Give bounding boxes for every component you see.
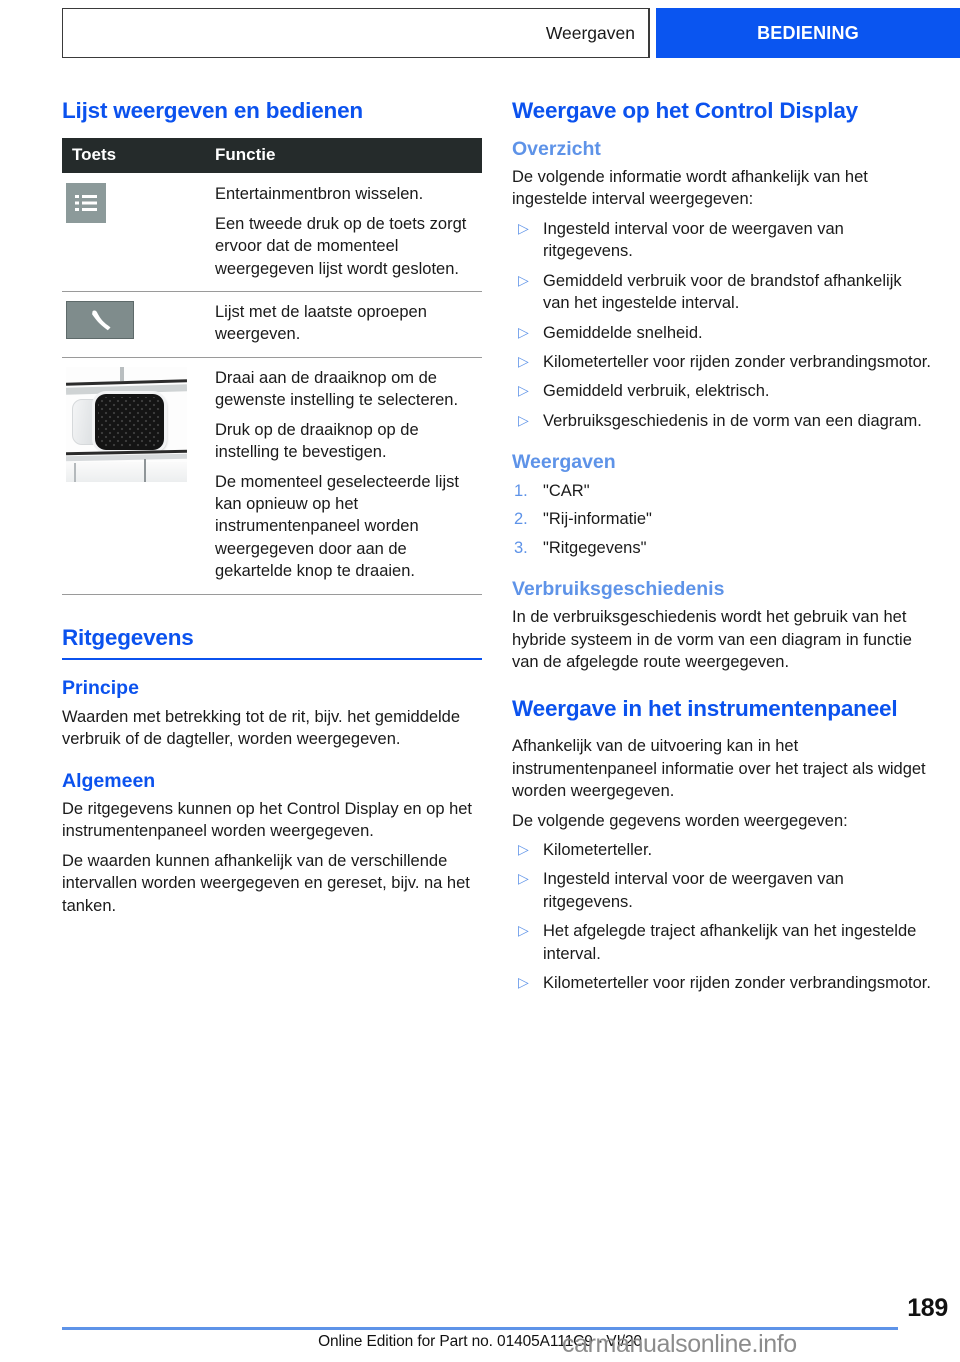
overzicht-bullet-list [512, 218, 932, 433]
list-item [512, 868, 932, 913]
table-row [62, 357, 482, 594]
list-item [512, 508, 932, 530]
list-item [512, 410, 932, 432]
triangle-bullet-icon: ▷ [518, 219, 529, 236]
list-item [512, 480, 932, 502]
section-heading-ritgegevens: Ritgegevens [62, 625, 482, 661]
table-cell-function [208, 357, 482, 594]
table-header-row [62, 138, 482, 174]
triangle-bullet-icon: ▷ [518, 271, 529, 288]
list-item [512, 322, 932, 344]
list-item-label: "Rij-informatie" [543, 510, 652, 529]
subheading-verbruiksgeschiedenis: Verbruiksgeschiedenis [512, 578, 725, 601]
rotary-knob-photo [66, 367, 187, 482]
list-item-label: "CAR" [543, 481, 590, 500]
list-item-label: Gemiddelde snelheid. [543, 323, 703, 342]
header-chapter-tab [656, 8, 960, 58]
list-item [512, 839, 932, 861]
triangle-bullet-icon: ▷ [518, 323, 529, 340]
list-item-label: Kilometerteller voor rijden zonder verbrandingsmotor. [543, 353, 931, 371]
triangle-bullet-icon: ▷ [518, 870, 529, 887]
table-cell-icon [62, 357, 208, 594]
table-cell-paragraph: Entertainmentbron wisselen. [215, 185, 424, 204]
list-item-label: Kilometerteller voor rijden zonder verbrandingsmotor. [543, 974, 931, 993]
left-column [62, 98, 482, 924]
table-cell-function [208, 173, 482, 291]
page-header [62, 8, 960, 58]
paragraph-principe: Waarden met betrekking tot de rit, bijv. het gemiddelde verbruik of de dagteller, worden weergegeven. [62, 707, 461, 749]
header-section-label: Weergaven [545, 22, 635, 43]
table-header-functie: Functie [208, 138, 482, 174]
list-item-label: Gemiddeld verbruik voor de brandstof afhankelijk van het ingestelde interval. [543, 271, 902, 313]
paragraph-verbruiksgeschiedenis: In de verbruiksgeschiedenis wordt het gebruik van het hybride systeem in de vorm van een diagram in functie van de afgelegde route weergegeven. [512, 608, 912, 672]
list-item-label: Verbruiksgeschiedenis in de vorm van een diagram. [543, 411, 922, 430]
list-button-icon [66, 183, 106, 223]
instrumentenpaneel-bullet-list [512, 839, 932, 995]
page-title: Lijst weergeven en bedienen [62, 98, 363, 123]
list-item-label: Ingesteld interval voor de weergaven van ritgegevens. [543, 870, 844, 911]
list-item [512, 270, 932, 315]
key-function-table [62, 138, 482, 595]
list-item-label: Het afgelegde traject afhankelijk van het ingestelde interval. [543, 922, 917, 963]
list-item [512, 351, 932, 373]
paragraph-overzicht-intro: De volgende informatie wordt afhankelijk van het ingestelde interval weergegeven: [512, 167, 868, 209]
step-number: 3. [514, 538, 528, 557]
triangle-bullet-icon: ▷ [518, 974, 529, 991]
list-item [512, 380, 932, 402]
right-column [512, 98, 932, 1002]
table-row [62, 291, 482, 357]
table-cell-paragraph: Lijst met de laatste oproepen weergeven. [215, 302, 427, 344]
paragraph-algemeen-2: De waarden kunnen afhankelijk van de verschillende intervallen worden weergegeven en gereset, bijv. na het tanken. [62, 851, 470, 915]
table-cell-paragraph: Draai aan de draaiknop om de gewenste instelling te selecteren. [215, 368, 459, 410]
table-cell-icon [62, 173, 208, 291]
triangle-bullet-icon: ▷ [518, 841, 529, 858]
paragraph-algemeen-1: De ritgegevens kunnen op het Control Display en op het instrumentenpaneel worden weergegeven. [62, 800, 473, 841]
watermark-text: carmanualsonline.info [562, 1330, 797, 1358]
list-item [512, 537, 932, 559]
subheading-principe: Principe [62, 677, 139, 700]
paragraph-instrumentenpaneel-1: Afhankelijk van de uitvoering kan in het instrumentenpaneel informatie over het traject als widget worden weergegeven. [512, 737, 926, 801]
section-heading-control-display: Weergave op het Control Display [512, 98, 858, 123]
triangle-bullet-icon: ▷ [518, 382, 529, 399]
triangle-bullet-icon: ▷ [518, 353, 529, 369]
table-cell-function [208, 291, 482, 357]
section-heading-instrumentenpaneel: Weergave in het instrumentenpaneel [512, 695, 898, 721]
subheading-overzicht: Overzicht [512, 137, 601, 160]
list-item-label: Gemiddeld verbruik, elektrisch. [543, 382, 770, 401]
subheading-algemeen: Algemeen [62, 769, 156, 792]
table-cell-paragraph: Druk op de draaiknop op de instelling te bevestigen. [215, 420, 419, 462]
list-item-label: Kilometerteller. [543, 841, 653, 860]
footer-edition-text: Online Edition for Part no. 01405A111C9 - VI/20 [318, 1333, 642, 1350]
list-item [512, 920, 932, 965]
step-number: 1. [514, 481, 528, 500]
header-chapter-label: BEDIENING [757, 22, 859, 43]
table-cell-icon [62, 291, 208, 357]
table-row [62, 173, 482, 291]
subheading-weergaven: Weergaven [512, 451, 616, 474]
header-section-tab [62, 8, 650, 58]
step-number: 2. [514, 510, 528, 529]
triangle-bullet-icon: ▷ [518, 411, 529, 428]
table-cell-paragraph: Een tweede druk op de toets zorgt ervoor dat de momenteel weergegeven lijst wordt gesloten. [215, 214, 467, 278]
table-header-toets: Toets [62, 138, 208, 174]
table-cell-paragraph: De momenteel geselecteerde lijst kan opnieuw op het instrumentenpaneel worden weergegeven door aan de gekartelde knop te draaien. [215, 472, 459, 581]
paragraph-instrumentenpaneel-2: De volgende gegevens worden weergegeven: [512, 811, 848, 830]
list-item [512, 218, 932, 263]
list-item-label: Ingesteld interval voor de weergaven van ritgegevens. [543, 219, 844, 261]
list-item [512, 972, 932, 994]
list-item-label: "Ritgegevens" [543, 538, 647, 557]
weergaven-step-list [512, 480, 932, 559]
phone-button-icon [66, 301, 134, 339]
page-number: 189 [907, 1294, 948, 1322]
triangle-bullet-icon: ▷ [518, 922, 529, 939]
